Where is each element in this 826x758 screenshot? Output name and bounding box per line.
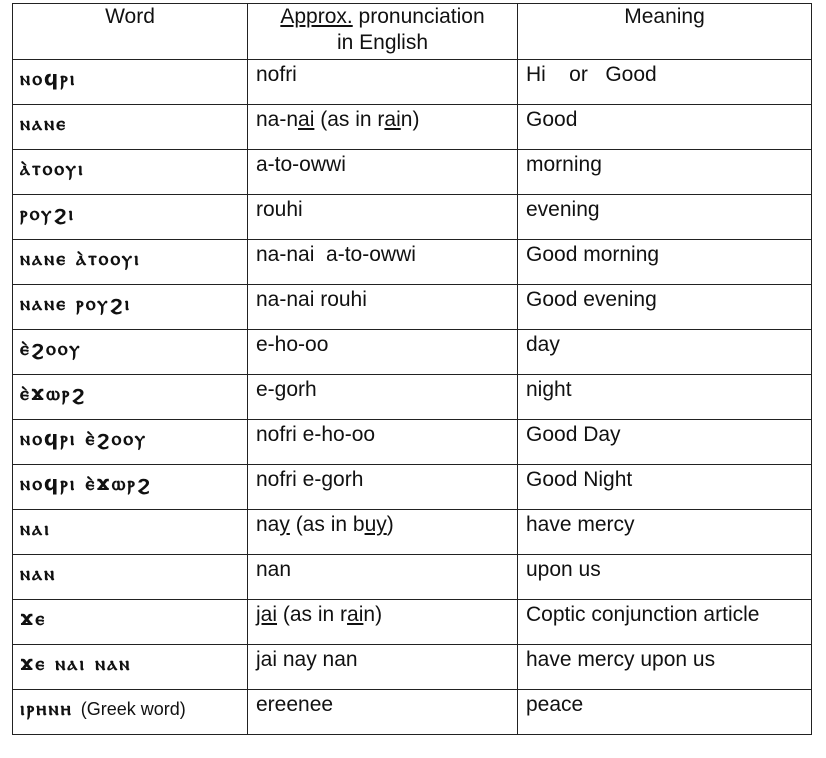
- cell-word: [13, 150, 248, 195]
- meaning-text: Coptic conjunction article: [526, 603, 760, 626]
- cell-word: [13, 465, 248, 510]
- pronunciation-segment: n): [400, 108, 420, 131]
- meaning-text: peace: [526, 693, 584, 716]
- meaning-text: upon us: [526, 558, 601, 581]
- cell-meaning: [518, 240, 812, 285]
- cell-pronunciation: [248, 555, 518, 600]
- cell-meaning: [518, 555, 812, 600]
- cell-pronunciation: [248, 60, 518, 105]
- coptic-word: ⲛⲟϥⲣⲓ: [20, 66, 77, 90]
- coptic-word: ⲛⲁⲛⲉ: [20, 111, 68, 135]
- cell-word: [13, 375, 248, 420]
- cell-pronunciation: [248, 285, 518, 330]
- meaning-text: Good Night: [526, 468, 633, 491]
- coptic-word: ⲛⲁⲛⲉ ⲁ̀ⲧⲟⲟⲩⲓ: [20, 246, 141, 270]
- pronunciation-segment: nofri e-ho-oo: [256, 423, 376, 446]
- header-row: [13, 4, 812, 60]
- pronunciation-segment: e-gorh: [256, 378, 317, 401]
- header-word: [13, 4, 248, 60]
- meaning-text: night: [526, 378, 572, 401]
- pronunciation-segment: rouhi: [256, 198, 303, 221]
- table-row: [13, 195, 812, 240]
- meaning-text: day: [526, 333, 560, 356]
- table-row: [13, 150, 812, 195]
- cell-word: [13, 555, 248, 600]
- pronunciation-segment: (as in r: [314, 108, 385, 131]
- cell-meaning: [518, 150, 812, 195]
- cell-pronunciation: [248, 150, 518, 195]
- table-row: [13, 645, 812, 690]
- table-row: [13, 60, 812, 105]
- cell-pronunciation: [248, 195, 518, 240]
- cell-word: [13, 600, 248, 645]
- pronunciation-segment: nofri: [256, 63, 297, 86]
- cell-pronunciation: [248, 645, 518, 690]
- coptic-word: ⲛⲁⲛⲉ ⲣⲟⲩϩⲓ: [20, 291, 132, 315]
- cell-word: [13, 240, 248, 285]
- coptic-word: ⲁ̀ⲧⲟⲟⲩⲓ: [20, 156, 85, 180]
- table-row: [13, 330, 812, 375]
- cell-pronunciation: [248, 600, 518, 645]
- pronunciation-segment: ereenee: [256, 693, 334, 716]
- meaning-text: Good Day: [526, 423, 621, 446]
- cell-meaning: [518, 195, 812, 240]
- word-note: (Greek word): [80, 699, 186, 719]
- meaning-text: have mercy upon us: [526, 648, 716, 671]
- pronunciation-segment: jai: [256, 603, 278, 626]
- cell-pronunciation: [248, 330, 518, 375]
- pronunciation-segment: na-n: [256, 108, 299, 131]
- header-meaning: [518, 4, 812, 60]
- meaning-text: Good morning: [526, 243, 660, 266]
- coptic-word: ϫⲉ: [20, 606, 47, 630]
- meaning-text: Good evening: [526, 288, 657, 311]
- pronunciation-segment: ai: [347, 603, 364, 626]
- table-row: [13, 600, 812, 645]
- table-row: [13, 465, 812, 510]
- cell-meaning: [518, 690, 812, 735]
- cell-pronunciation: [248, 510, 518, 555]
- pronunciation-segment: jai nay nan: [256, 648, 358, 671]
- table-row: [13, 510, 812, 555]
- pronunciation-segment: na-nai rouhi: [256, 288, 367, 311]
- cell-word: [13, 105, 248, 150]
- cell-word: [13, 60, 248, 105]
- header-pron-line2: in English: [336, 31, 429, 54]
- table-row: [13, 555, 812, 600]
- meaning-text: Hi or Good: [526, 63, 657, 86]
- pronunciation-segment: nan: [256, 558, 292, 581]
- header-meaning-label: Meaning: [624, 5, 705, 28]
- cell-pronunciation: [248, 420, 518, 465]
- coptic-word: ⲛⲟϥⲣⲓ ⲉ̀ϫⲱⲣϩ: [20, 471, 152, 495]
- coptic-word: ⲛⲁⲓ: [20, 516, 51, 540]
- cell-meaning: [518, 285, 812, 330]
- cell-meaning: [518, 465, 812, 510]
- cell-meaning: [518, 420, 812, 465]
- header-pronunciation: [248, 4, 518, 60]
- pronunciation-segment: ai: [384, 108, 401, 131]
- header-pron-underlined: Approx.: [280, 5, 353, 28]
- meaning-text: morning: [526, 153, 602, 176]
- cell-word: [13, 330, 248, 375]
- table-row: [13, 285, 812, 330]
- pronunciation-segment: (as in b: [289, 513, 365, 536]
- meaning-text: Good: [526, 108, 578, 131]
- cell-pronunciation: [248, 690, 518, 735]
- pronunciation-segment: uy: [364, 513, 387, 536]
- pronunciation-segment: nofri e-gorh: [256, 468, 364, 491]
- coptic-word: ⲓⲣⲏⲛⲏ: [20, 696, 73, 720]
- cell-word: [13, 690, 248, 735]
- pronunciation-segment: a-to-owwi: [256, 153, 346, 176]
- pronunciation-segment: y: [279, 513, 290, 536]
- cell-word: [13, 510, 248, 555]
- cell-meaning: [518, 60, 812, 105]
- cell-meaning: [518, 375, 812, 420]
- pronunciation-segment: e-ho-oo: [256, 333, 329, 356]
- table-row: [13, 375, 812, 420]
- cell-word: [13, 420, 248, 465]
- header-pron-rest: pronunciation: [352, 5, 485, 28]
- vocabulary-table: [12, 3, 812, 735]
- pronunciation-segment: (as in r: [277, 603, 348, 626]
- table-row: [13, 420, 812, 465]
- cell-meaning: [518, 645, 812, 690]
- cell-meaning: [518, 105, 812, 150]
- coptic-word: ⲛⲟϥⲣⲓ ⲉ̀ϩⲟⲟⲩ: [20, 426, 147, 450]
- cell-meaning: [518, 330, 812, 375]
- table-row: [13, 105, 812, 150]
- cell-pronunciation: [248, 465, 518, 510]
- coptic-word: ⲣⲟⲩϩⲓ: [20, 201, 76, 225]
- cell-meaning: [518, 510, 812, 555]
- table-body: [13, 60, 812, 735]
- pronunciation-segment: na-nai a-to-owwi: [256, 243, 416, 266]
- cell-word: [13, 195, 248, 240]
- coptic-word: ⲉ̀ϫⲱⲣϩ: [20, 381, 87, 405]
- cell-word: [13, 285, 248, 330]
- table-row: [13, 240, 812, 285]
- meaning-text: evening: [526, 198, 600, 221]
- coptic-word: ϫⲉ ⲛⲁⲓ ⲛⲁⲛ: [20, 651, 132, 675]
- table-row: [13, 690, 812, 735]
- pronunciation-segment: ai: [298, 108, 315, 131]
- cell-pronunciation: [248, 105, 518, 150]
- pronunciation-segment: n): [363, 603, 383, 626]
- cell-pronunciation: [248, 375, 518, 420]
- pronunciation-segment: ): [386, 513, 394, 536]
- pronunciation-segment: na: [256, 513, 280, 536]
- cell-word: [13, 645, 248, 690]
- cell-pronunciation: [248, 240, 518, 285]
- coptic-word: ⲉ̀ϩⲟⲟⲩ: [20, 336, 82, 360]
- header-word-label: Word: [105, 5, 155, 28]
- coptic-word: ⲛⲁⲛ: [20, 561, 57, 585]
- meaning-text: have mercy: [526, 513, 635, 536]
- cell-meaning: [518, 600, 812, 645]
